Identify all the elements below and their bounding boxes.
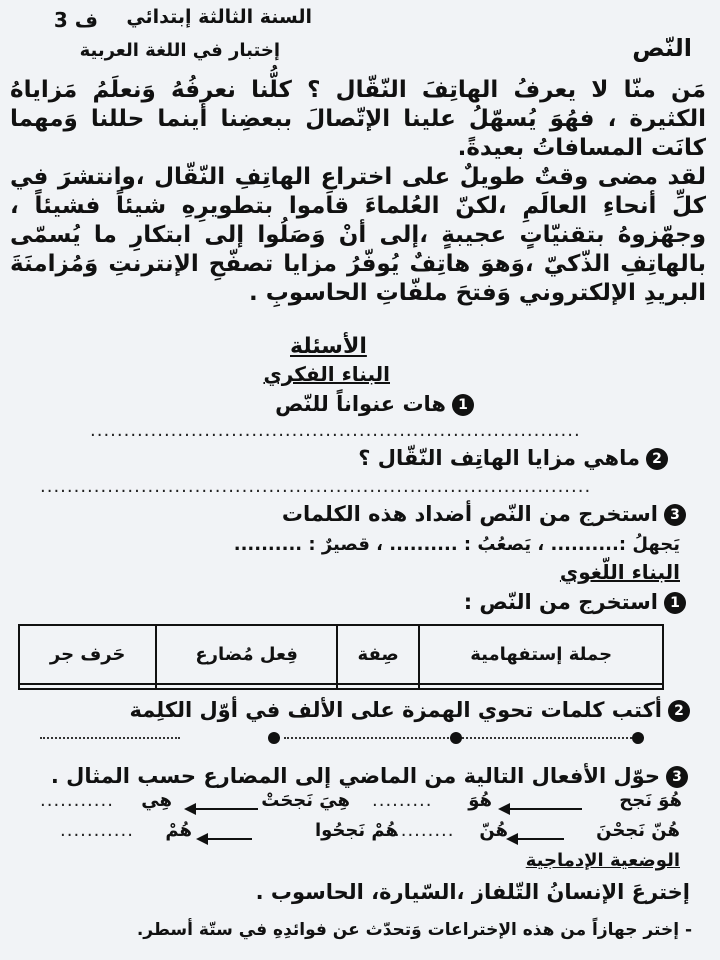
question-1: [275, 392, 474, 416]
answer-dotted-line[interactable]: .........................................................................: [90, 420, 581, 441]
header-adjective: صِفة: [337, 625, 419, 684]
question-3: [282, 502, 686, 526]
question-number: 1: [664, 592, 686, 614]
part2-title: البناء اللّغوي: [559, 560, 680, 584]
table-answer-row: [19, 684, 663, 689]
answer-cell[interactable]: [337, 684, 419, 689]
answer-cell[interactable]: [419, 684, 663, 689]
integration-title: الوضعية الإدماجية: [525, 850, 680, 871]
question-text: حوّل الأفعال التالية من الماضي إلى المضارع حسب المثال .: [50, 764, 660, 788]
school-level: السنة الثالثة إبتدائي: [126, 6, 312, 28]
integration-statement: إخترعَ الإنسانُ التّلفاز ،السّيارة، الحاسوب .: [255, 880, 690, 904]
bullet: [450, 732, 462, 744]
question-number: 2: [646, 448, 668, 470]
text-heading: النّص: [632, 34, 692, 62]
answer-cell[interactable]: [156, 684, 337, 689]
arrow-left-icon: [186, 808, 258, 810]
example-verb: هُنّ نَجحْنَ: [596, 820, 680, 841]
question-text: ماهي مزايا الهاتِف النّقّال ؟: [358, 446, 640, 470]
arrow-left-icon: [198, 838, 252, 840]
answer-dotted-line[interactable]: [284, 737, 464, 739]
question-text: استخرج من النّص :: [463, 590, 658, 614]
pronoun-label: هِي: [141, 790, 172, 811]
header-present-verb: فِعل مُضارع: [156, 625, 337, 684]
integration-task: - إختر جهازاً من هذه الإختراعات وَتحدّث عن فوائدِهِ في ستّة أسطر.: [136, 920, 692, 940]
extraction-table: [18, 624, 664, 690]
pronoun-label: هُوَ: [468, 790, 492, 811]
question-number: 3: [666, 766, 688, 788]
question-number: 3: [664, 504, 686, 526]
answer-dotted-line[interactable]: ...........: [60, 820, 134, 841]
header-preposition: حَرف جر: [19, 625, 156, 684]
antonyms-fill-line[interactable]: يَجهلُ :.......... ، يَصعُبُ : .......... ، قصيرٌ : ..........: [233, 534, 680, 555]
hamza-answer-bullets: [24, 728, 664, 750]
grammar-question-3: [51, 764, 688, 788]
pronoun-label: هُمْ: [165, 820, 192, 841]
question-text: استخرج من النّص أضداد هذه الكلمات: [281, 502, 658, 526]
example-verb: هِيَ نَجحَتْ: [261, 790, 350, 811]
answer-dotted-line[interactable]: ..................................................................................: [40, 476, 592, 497]
bullet: [268, 732, 280, 744]
question-text: أكتب كلمات تحوي الهمزة على الألف في أوّل الكلِمة: [129, 698, 662, 722]
answer-dotted-line[interactable]: ...........: [40, 790, 114, 811]
answer-dotted-line[interactable]: [40, 737, 180, 739]
header-interrogative: جملة إستفهامية: [419, 625, 663, 684]
questions-title: الأسئلة: [290, 334, 367, 359]
pronoun-label: هُنّ: [479, 820, 508, 841]
grammar-question-1: [464, 590, 686, 614]
question-text: هات عنواناً للنّص: [275, 392, 446, 416]
section-label: ف 3: [53, 8, 98, 32]
question-number: 2: [668, 700, 690, 722]
bullet: [632, 732, 644, 744]
passage-paragraph-2: لقد مضى وقتٌ طويلٌ على اختراعِ الهاتِفِ النّقّال ،وانتشرَ في كلِّ أنحاءِ العالَمِ ،لكنّ العُلماءَ قاموا بتطويرِهِ شيئاً فشيئاً ، وجهّزوهُ بتقنيّاتٍ عجيبةٍ ،إلى أنْ وَصَلُوا إلى ابتكارِ ما يُسمّى بالهاتِفِ الذّكيّ ،وَهوَ هاتِفٌ يُوفّرُ مزايا تصفّحِ الإنترنتِ وَمُزامنَةَ البريدِ الإلكتروني وَفتحَ ملفّاتِ الحاسوبِ .: [10, 164, 706, 306]
answer-dotted-line[interactable]: .........: [394, 820, 455, 841]
reading-passage: [10, 76, 706, 308]
arrow-left-icon: [500, 808, 582, 810]
example-verb: هُمْ نَجحُوا: [314, 820, 398, 841]
example-verb: هُوَ نَجح: [619, 790, 682, 811]
table-header-row: [19, 625, 663, 684]
part1-title: البناء الفكري: [263, 362, 390, 386]
arrow-left-icon: [508, 838, 564, 840]
exam-title: إختبار في اللغة العربية: [79, 40, 280, 61]
passage-paragraph-1: مَن منّا لا يعرفُ الهاتِفَ النّقّال ؟ كلُّنا نعرفُهُ وَنعلَمُ مَزاياهُ الكثيرة ، فهُوَ يُسهّلُ علينا الإتّصالَ ببعضِنا أينما حللنا وَمهما كانَت المسافاتُ بعيدةً.: [10, 77, 706, 161]
answer-cell[interactable]: [19, 684, 156, 689]
question-2: [358, 446, 668, 470]
grammar-question-2: [129, 698, 690, 722]
answer-dotted-line[interactable]: [466, 737, 636, 739]
question-number: 1: [452, 394, 474, 416]
answer-dotted-line[interactable]: .........: [372, 790, 433, 811]
